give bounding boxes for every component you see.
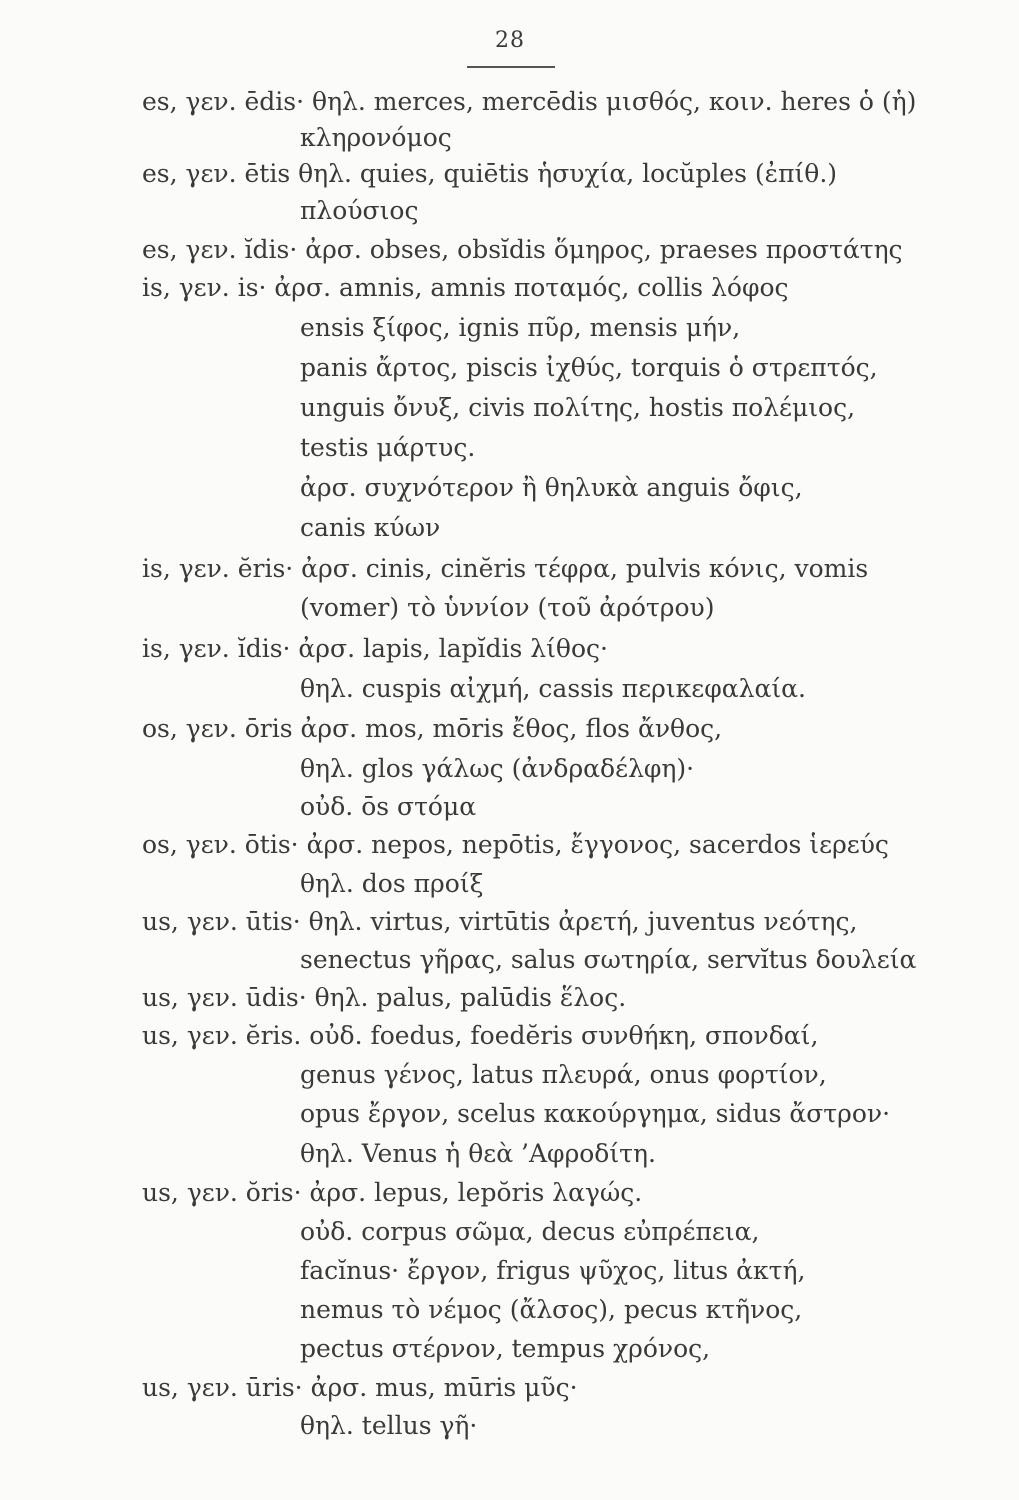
entry-continuation: testis μάρτυς. bbox=[300, 433, 476, 462]
entry-continuation: θηλ. glos γάλως (ἀνδραδέλφη)· bbox=[300, 754, 695, 783]
entry-continuation: θηλ. dos προίξ bbox=[300, 869, 484, 898]
entry-line: is, γεν. is· ἀρσ. amnis, amnis ποταμός, collis λόφος bbox=[142, 273, 789, 302]
entry-line: us, γεν. ūdis· θηλ. palus, palūdis ἕλος. bbox=[142, 983, 627, 1012]
entry-continuation: unguis ὄνυξ, civis πολίτης, hostis πολέμιος, bbox=[300, 393, 856, 422]
entry-continuation: opus ἔργον, scelus κακούργημα, sidus ἄστρον· bbox=[300, 1099, 891, 1128]
entry-line: os, γεν. ōtis· ἀρσ. nepos, nepōtis, ἔγγονος, sacerdos ἱερεύς bbox=[142, 830, 889, 859]
entry-continuation: θηλ. Venus ἡ θεὰ ’Αφροδίτη. bbox=[300, 1139, 656, 1168]
entry-line: es, γεν. ētis θηλ. quies, quiētis ἡσυχία, locŭples (ἐπίθ.) bbox=[142, 159, 838, 188]
entry-continuation: ἀρσ. συχνότερον ἢ θηλυκὰ anguis ὄφις, bbox=[300, 473, 803, 502]
entry-line: us, γεν. ūtis· θηλ. virtus, virtūtis ἀρετή, juventus νεότης, bbox=[142, 907, 858, 936]
entry-continuation: nemus τὸ νέμος (ἄλσος), pecus κτῆνος, bbox=[300, 1295, 803, 1324]
page-number: 28 bbox=[495, 28, 525, 53]
entry-continuation: genus γένος, latus πλευρά, onus φορτίον, bbox=[300, 1060, 827, 1089]
entry-continuation: facĭnus· ἔργον, frigus ψῦχος, litus ἀκτή, bbox=[300, 1256, 806, 1285]
entry-line: es, γεν. ĭdis· ἀρσ. obses, obsĭdis ὅμηρος, praeses προστάτης bbox=[142, 235, 903, 264]
entry-continuation: οὐδ. corpus σῶμα, decus εὐπρέπεια, bbox=[300, 1217, 760, 1246]
entry-continuation: οὐδ. ōs στόμα bbox=[300, 792, 477, 821]
entry-line: is, γεν. ĭdis· ἀρσ. lapis, lapĭdis λίθος· bbox=[142, 634, 608, 663]
entry-continuation: πλούσιος bbox=[300, 196, 419, 225]
entry-continuation: θηλ. tellus γῆ· bbox=[300, 1411, 478, 1440]
entry-line: us, γεν. ŏris· ἀρσ. lepus, lepŏris λαγώς. bbox=[142, 1178, 643, 1207]
entry-line: us, γεν. ĕris. οὐδ. foedus, foedĕris συνθήκη, σπονδαί, bbox=[142, 1021, 819, 1050]
entry-line: us, γεν. ūris· ἀρσ. mus, mūris μῦς· bbox=[142, 1373, 578, 1402]
entry-continuation: κληρονόμος bbox=[300, 123, 452, 152]
entry-continuation: panis ἄρτος, piscis ἰχθύς, torquis ὁ στρεπτός, bbox=[300, 353, 878, 382]
entry-continuation: pectus στέρνον, tempus χρόνος, bbox=[300, 1334, 711, 1363]
entry-continuation: ensis ξίφος, ignis πῦρ, mensis μήν, bbox=[300, 313, 741, 342]
entry-continuation: (vomer) τὸ ὑννίον (τοῦ ἀρότρου) bbox=[300, 593, 715, 622]
entry-line: is, γεν. ĕris· ἀρσ. cinis, cinĕris τέφρα, pulvis κόνις, vomis bbox=[142, 554, 869, 583]
entry-continuation: senectus γῆρας, salus σωτηρία, servĭtus δουλεία bbox=[300, 945, 917, 974]
entry-line: os, γεν. ōris ἀρσ. mos, mōris ἔθος, flos ἄνθος, bbox=[142, 714, 723, 743]
entry-continuation: θηλ. cuspis αἰχμή, cassis περικεφαλαία. bbox=[300, 674, 806, 703]
entry-continuation: canis κύων bbox=[300, 513, 441, 542]
entry-line: es, γεν. ēdis· θηλ. merces, mercēdis μισθός, κοιν. heres ὁ (ἡ) bbox=[142, 87, 917, 116]
